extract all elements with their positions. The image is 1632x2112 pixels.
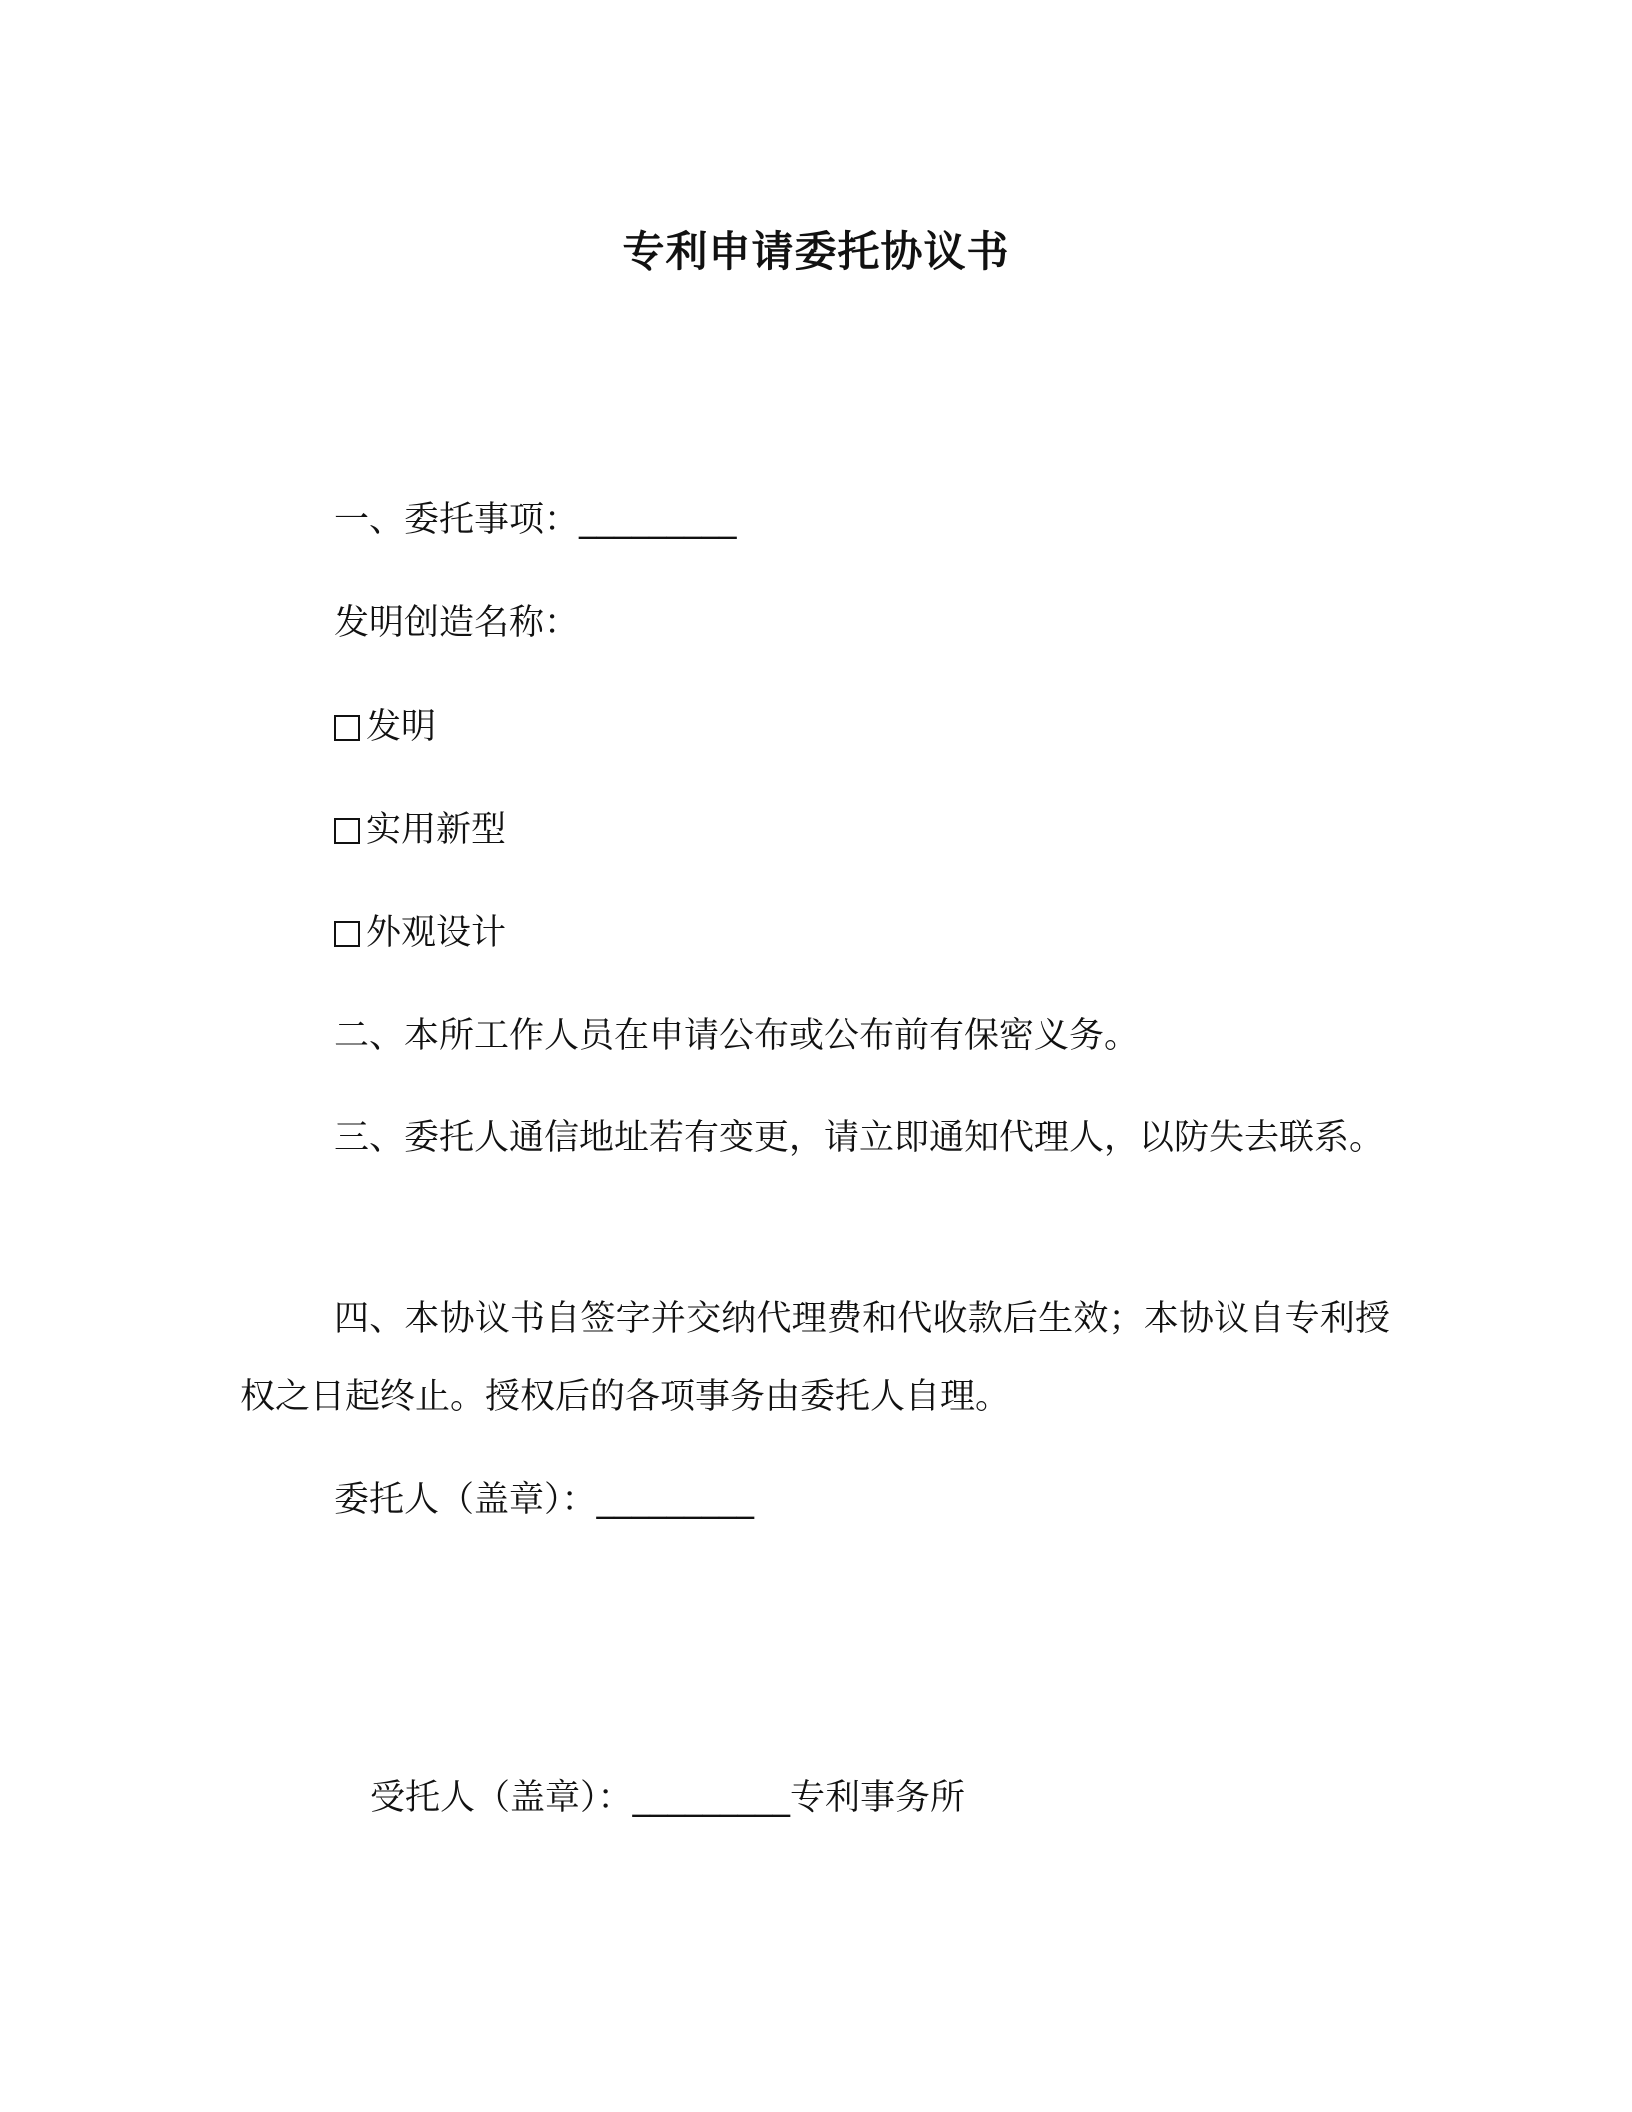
option-design	[334, 908, 506, 958]
item-1-entrusted-matter: 一、委托事项：_________	[334, 500, 737, 540]
option-label: 外观设计	[366, 913, 507, 953]
option-label: 实用新型	[366, 810, 507, 850]
item-3-address-change: 三、委托人通信地址若有变更，请立即通知代理人，以防失去联系。	[334, 1118, 1385, 1158]
checkbox-utility-model[interactable]	[334, 818, 360, 844]
option-invention	[334, 702, 436, 752]
document-title: 专利申请委托协议书	[622, 227, 1010, 276]
invention-name-label: 发明创造名称：	[334, 603, 580, 643]
checkbox-design[interactable]	[334, 921, 360, 947]
checkbox-invention[interactable]	[334, 715, 360, 741]
principal-signature-line: 委托人（盖章）：_________	[334, 1480, 755, 1520]
option-utility-model	[334, 805, 506, 855]
item-2-confidentiality: 二、本所工作人员在申请公布或公布前有保密义务。	[334, 1016, 1140, 1056]
option-label: 发明	[366, 707, 437, 747]
agent-signature-line: 受托人（盖章）：_________专利事务所	[370, 1778, 966, 1818]
item-4-effectiveness: 四、本协议书自签字并交纳代理费和代收款后生效；本协议自专利授权之日起终止。授权后的各项事务由委托人自理。	[240, 1299, 1390, 1417]
